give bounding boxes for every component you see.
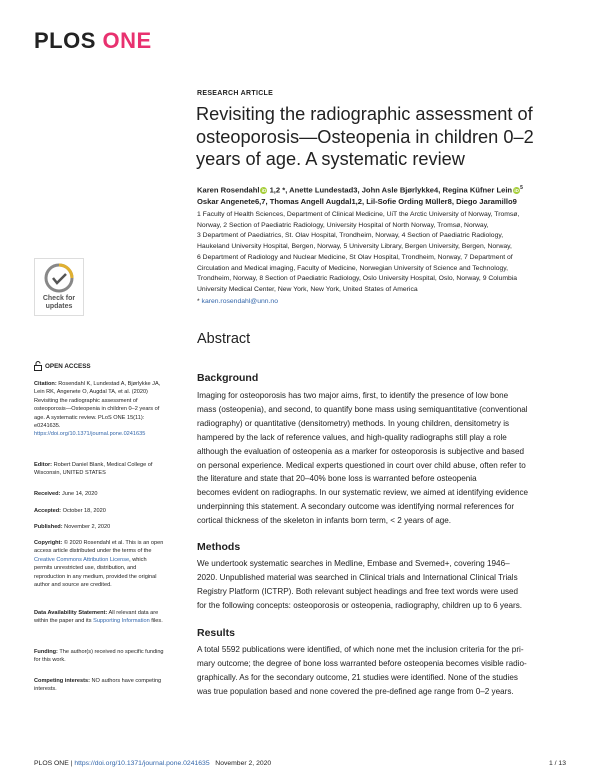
accepted-text: October 18, 2020 xyxy=(62,508,106,514)
license-link[interactable]: Creative Commons Attribution License xyxy=(34,556,130,563)
text-line: graphically. As for the secondary outcome, 21 studies were identified. None of the studies xyxy=(197,672,518,682)
results-heading: Results xyxy=(197,627,235,639)
copyright-text-1: © 2020 Rosendahl et al. This is an open access article distributed under the terms of the xyxy=(34,540,164,555)
text-line: mary outcome; the degree of bone loss warranted before osteopenia becomes visible radio- xyxy=(197,658,527,668)
text-line: becomes evident on radiographs. In our systematic review, we aimed at identifying evidence xyxy=(197,488,529,498)
affiliation-line: Circulation and Medical imaging, Faculty of Medicine, Norwegian University of Science and Technology, xyxy=(197,264,509,272)
authors-line-1-rest: 1,2 *, Anette Lundestad3, John Asle Bjørlykke4, Regina Küfner Lein xyxy=(269,185,513,195)
published-label: Published: xyxy=(34,524,63,530)
text-line: underpinning this statement. A secondary outcome was identifying normal references for xyxy=(197,502,515,512)
article-type: RESEARCH ARTICLE xyxy=(197,90,274,97)
orcid-icon[interactable]: iD xyxy=(261,188,267,194)
data-availability-label: Data Availability Statement: xyxy=(34,610,108,616)
text-line: We undertook systematic searches in Medline, Embase and Svemed+, covering 1946– xyxy=(197,559,510,568)
journal-logo xyxy=(34,28,152,54)
background-heading: Background xyxy=(197,372,259,384)
citation-label: Citation: xyxy=(34,381,57,387)
competing-interests-text: NO authors have competing interests. xyxy=(34,678,162,693)
copyright-label: Copyright: xyxy=(34,540,63,546)
citation-doi-link[interactable]: https://doi.org/10.1371/journal.pone.0241635 xyxy=(34,431,146,438)
abstract-heading: Abstract xyxy=(197,331,251,347)
funding-text: The author(s) received no specific funding for this work. xyxy=(34,649,164,664)
affiliation-line: Haukeland University Hospital, Bergen, Norway, 5 University Library, Bergen University, Bergen, Norway, xyxy=(197,243,512,251)
published-text: November 2, 2020 xyxy=(64,524,111,530)
competing-interests-block xyxy=(34,677,166,694)
accepted-label: Accepted: xyxy=(34,508,62,514)
data-availability-block xyxy=(34,609,166,626)
text-line: Imaging for osteoporosis has two major aims, first, to identify the presence of low bone xyxy=(197,391,509,400)
text-line: hampered by the lack of reference values, and high-quality radiographs still play a role xyxy=(197,432,507,442)
badge-text-1: Check for xyxy=(42,295,76,302)
corresponding-email-link[interactable]: karen.rosendahl@unn.no xyxy=(201,298,278,305)
text-line: for the following concepts: osteoporosis or osteopenia, radiography, children up to 6 years. xyxy=(197,600,523,610)
received-block xyxy=(34,490,166,498)
text-line: 2020. Unpublished material was searched in Clinical trials and International Clinical Trials xyxy=(197,572,518,582)
open-lock-icon xyxy=(34,361,42,371)
text-line: cortical thickness of the skeleton in infants born term, < 2 years of age. xyxy=(197,516,452,526)
methods-heading: Methods xyxy=(197,541,241,553)
footer-doi-link[interactable]: https://doi.org/10.1371/journal.pone.0241635 xyxy=(74,760,210,767)
editor-label: Editor: xyxy=(34,462,53,468)
published-block xyxy=(34,523,166,531)
citation-block xyxy=(34,380,166,439)
data-availability-text-1: All relevant data are within the paper and its xyxy=(34,610,159,625)
article-title: Revisiting the radiographic assessment of osteoporosis—Osteopenia in children 0–2 years of age. A systematic review xyxy=(196,104,534,169)
text-line: was true population based and none covered the pre-defined age range from 0–2 years. xyxy=(197,686,514,696)
citation-text: Rosendahl K, Lundestad A, Bjørlykke JA, Lein RK, Angenete O, Augdal TA, et al. (2020) Revisiting the radiographic assessment of osteoporosis—Osteopenia in children 0–2 years of age. A systematic review. PLoS ONE 15(11): e0241635. xyxy=(34,381,161,430)
supporting-info-link[interactable]: Supporting Information xyxy=(93,618,150,625)
text-line: radiography) or quantitative (densitometry) methods. In young children, densitometry is xyxy=(197,418,510,428)
methods-text xyxy=(197,557,583,613)
affiliation-line: Norway, 2 Section of Paediatric Radiology, University Hospital of North Norway, Tromsø, Norway, xyxy=(197,221,489,229)
page-footer xyxy=(34,760,566,767)
copyright-text-2: , which permits unrestricted use, distribution, and reproduction in any medium, provided the original author and source are credited. xyxy=(34,556,157,589)
logo-plos: PLOS xyxy=(34,28,96,53)
funding-label: Funding: xyxy=(34,649,58,655)
editor-text: Robert Daniel Blank, Medical College of Wisconsin, UNITED STATES xyxy=(34,462,153,477)
received-label: Received: xyxy=(34,491,61,497)
text-line: the literature and state that 20–40% bone loss is warranted before osteopenia xyxy=(197,474,477,484)
affiliation-line: Trondheim, Norway, 8 Section of Paediatric Radiology, Oslo University Hospital, Oslo, Norway, 9 Columbia xyxy=(197,275,518,283)
author-list xyxy=(197,183,582,207)
footer-journal: PLOS ONE xyxy=(34,760,69,767)
orcid-icon[interactable]: iD xyxy=(514,188,519,194)
competing-interests-label: Competing interests: xyxy=(34,678,90,684)
first-author: Karen Rosendahl xyxy=(197,185,260,195)
copyright-block xyxy=(34,539,166,589)
author-line-1 xyxy=(197,183,582,196)
check-for-updates-badge[interactable] xyxy=(34,258,84,316)
text-line: A total 5592 publications were identified, of which none met the inclusion criteria for the pri- xyxy=(197,645,524,654)
affiliation-line: 3 Department of Paediatrics, St. Olav Hospital, Trondheim, Norway, 4 Section of Paediatric Radiology, xyxy=(197,232,504,240)
affiliations xyxy=(197,210,582,296)
funding-block xyxy=(34,648,166,665)
results-text xyxy=(197,643,583,699)
corresponding-star: * xyxy=(197,298,200,305)
text-line: although the evaluation of osteopenia as a marker for osteoporosis is subjective and based xyxy=(197,446,525,456)
badge-text-2: updates xyxy=(45,303,73,310)
page-number: 1 / 13 xyxy=(548,760,566,767)
affiliation-line: University Medical Center, New York, New York, United States of America xyxy=(197,285,418,293)
data-availability-text-2: files. xyxy=(149,618,163,625)
accepted-block xyxy=(34,507,166,515)
received-text: June 14, 2020 xyxy=(62,491,98,497)
footer-date: November 2, 2020 xyxy=(215,760,272,767)
affiliation-line: 1 Faculty of Health Sciences, Department of Clinical Medicine, UiT the Arctic University of Norway, Tromsø, xyxy=(197,211,520,218)
logo-one: ONE xyxy=(102,28,152,53)
open-access-label xyxy=(34,361,91,371)
text-line: mass (osteopenia), and second, to quantify bone mass using semiquantitative (conventional xyxy=(197,404,528,414)
open-access-text: OPEN ACCESS xyxy=(45,362,91,370)
text-line: on personal experience. Medical experts questioned in court over child abuse, often refer to xyxy=(197,460,526,470)
text-line: Registry Platform (ICTRP). Both relevant subject headings and free text words were used xyxy=(197,586,519,596)
background-text xyxy=(197,389,583,528)
affiliation-line: 6 Department of Radiology and Nuclear Medicine, St Olav Hospital, Trondheim, Norway, 7 Department of xyxy=(197,253,513,261)
author-sup: 5 xyxy=(520,185,523,191)
author-line-2: Oskar Angenete6,7, Thomas Angell Augdal1,2, Lil-Sofie Ording Müller8, Diego Jaramillo9 xyxy=(197,196,517,206)
corresponding-author xyxy=(197,298,278,305)
editor-block xyxy=(34,461,166,478)
footer-citation xyxy=(34,760,271,767)
footer-separator: | xyxy=(68,760,75,767)
